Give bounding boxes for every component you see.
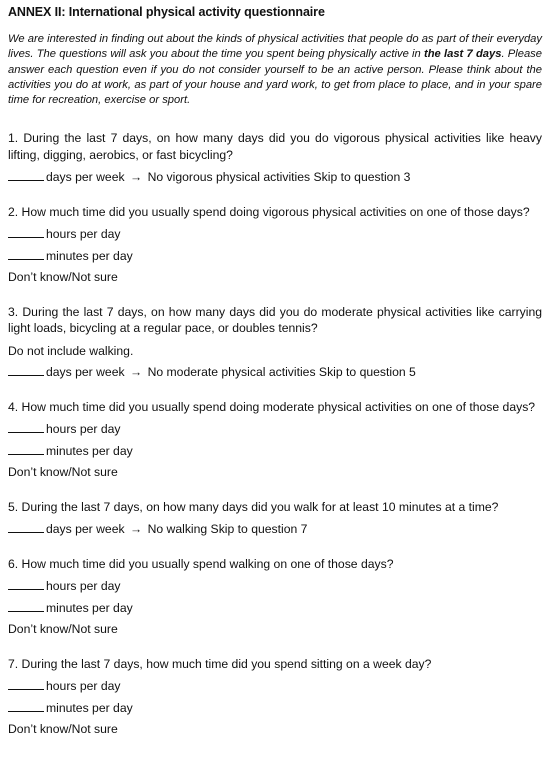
- question-1-text: 1. During the last 7 days, on how many days did you do vigorous physical activities like heavy lifting, digging, aerobics, or fast bicycling?: [8, 131, 542, 162]
- question-7-hours-line: [8, 678, 542, 695]
- answer-blank[interactable]: [8, 600, 44, 612]
- question-4-minutes-line: [8, 443, 542, 460]
- arrow-icon: →: [129, 522, 143, 537]
- question-4-text: 4. How much time did you usually spend doing moderate physical activities on one of those days?: [8, 399, 536, 414]
- minutes-per-day-label: minutes per day: [46, 700, 133, 715]
- question-1: [8, 130, 542, 186]
- question-5-text: 5. During the last 7 days, on how many days did you walk for at least 10 minutes at a time?: [8, 499, 499, 514]
- question-2-text: 2. How much time did you usually spend doing vigorous physical activities on one of those days?: [8, 204, 530, 219]
- days-per-week-label: days per week: [46, 170, 125, 185]
- minutes-per-day-label: minutes per day: [46, 443, 133, 458]
- intro-text-2: . Please answer each question even if you do not consider yourself to be an active person. Please think about the activities you do at work, as part of your house and yard work, to get from place to place, and in your spare time for recreation, exercise or sport.: [8, 48, 542, 107]
- question-6-hours-line: [8, 578, 542, 595]
- question-2-minutes-line: [8, 248, 542, 265]
- question-6-minutes-line: [8, 600, 542, 617]
- hours-per-day-label: hours per day: [46, 679, 121, 694]
- days-per-week-label: days per week: [46, 522, 125, 537]
- intro-text-1: We are interested in finding out about the kinds of physical activities that people do as part of their everyday lives. The questions will ask you about the time you spent being physically active in: [8, 33, 542, 61]
- question-2: [8, 204, 542, 286]
- answer-blank[interactable]: [8, 169, 44, 181]
- hours-per-day-label: hours per day: [46, 422, 121, 437]
- question-3-days-line: [8, 364, 542, 381]
- question-6-text: 6. How much time did you usually spend walking on one of those days?: [8, 556, 394, 571]
- answer-blank[interactable]: [8, 421, 44, 433]
- days-per-week-label: days per week: [46, 365, 125, 380]
- intro-emphasis: the last 7 days: [423, 48, 502, 61]
- answer-blank[interactable]: [8, 678, 44, 690]
- question-3-note: Do not include walking.: [8, 343, 134, 358]
- hours-per-day-label: hours per day: [46, 579, 121, 594]
- question-2-hours-line: [8, 226, 542, 243]
- answer-blank[interactable]: [8, 226, 44, 238]
- answer-blank[interactable]: [8, 443, 44, 455]
- dont-know-option: Don’t know/Not sure: [8, 622, 118, 637]
- question-4-hours-line: [8, 421, 542, 438]
- question-1-days-line: [8, 169, 542, 186]
- question-5: [8, 499, 542, 538]
- question-5-days-line: [8, 521, 542, 538]
- page-title: ANNEX II: International physical activity questionnaire: [8, 5, 325, 19]
- question-7-minutes-line: [8, 700, 542, 717]
- question-3: [8, 304, 542, 381]
- answer-blank[interactable]: [8, 521, 44, 533]
- skip-instruction: No moderate physical activities Skip to question 5: [147, 365, 416, 380]
- question-4: [8, 399, 542, 481]
- question-3-text: 3. During the last 7 days, on how many days did you do moderate physical activities like carrying light loads, bicycling at a regular pace, or doubles tennis?: [8, 304, 542, 336]
- dont-know-option: Don’t know/Not sure: [8, 722, 118, 737]
- question-7-text: 7. During the last 7 days, how much time did you spend sitting on a week day?: [8, 656, 432, 671]
- hours-per-day-label: hours per day: [46, 227, 121, 242]
- dont-know-option: Don’t know/Not sure: [8, 465, 118, 480]
- minutes-per-day-label: minutes per day: [46, 600, 133, 615]
- answer-blank[interactable]: [8, 578, 44, 590]
- question-7: [8, 656, 542, 738]
- answer-blank[interactable]: [8, 364, 44, 376]
- answer-blank[interactable]: [8, 700, 44, 712]
- minutes-per-day-label: minutes per day: [46, 248, 133, 263]
- skip-instruction: No walking Skip to question 7: [147, 522, 308, 537]
- arrow-icon: →: [129, 365, 143, 380]
- intro-paragraph: [8, 32, 542, 108]
- question-6: [8, 556, 542, 638]
- skip-instruction: No vigorous physical activities Skip to question 3: [147, 170, 411, 185]
- dont-know-option: Don’t know/Not sure: [8, 270, 118, 285]
- answer-blank[interactable]: [8, 248, 44, 260]
- arrow-icon: →: [129, 170, 143, 185]
